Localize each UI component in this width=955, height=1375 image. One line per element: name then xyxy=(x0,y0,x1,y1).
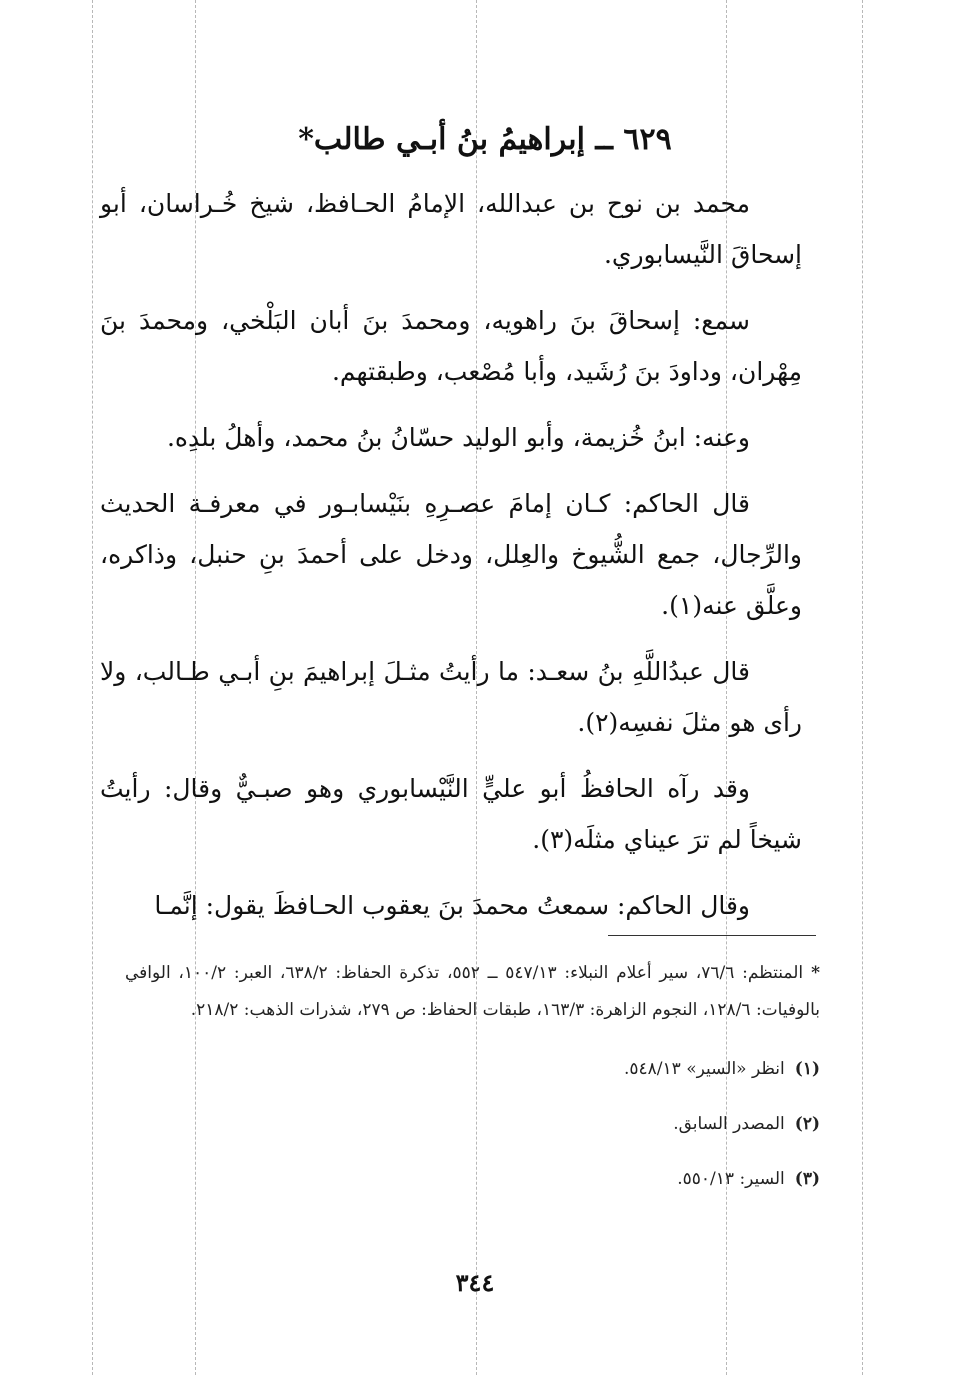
footnote-2 xyxy=(125,1109,820,1139)
scan-guide-line-right xyxy=(862,0,863,1375)
paragraph-teachers: سمع: إسحاقَ بنَ راهويه، ومحمدَ بنَ أبان البَلْخي، ومحمدَ بنَ مِهْران، وداودَ بنَ رُشَيد، وأبا مُصْعب، وطبقتهم. xyxy=(100,306,802,386)
footnote-3 xyxy=(125,1164,820,1194)
page-number: ٣٤٤ xyxy=(455,1268,495,1297)
footnote-star-marker: * xyxy=(811,963,820,983)
footnote-1-text: انظر «السير» ٥٤٨/١٣. xyxy=(624,1059,785,1079)
footnote-separator xyxy=(608,935,816,936)
footnote-1 xyxy=(125,1054,820,1084)
entry-title: ٦٢٩ ــ إبراهيمُ بنُ أبـي طالب* xyxy=(298,122,672,157)
paragraph-abu-ali-quote: وقد رآه الحافظُ أبو عليٍّ النَّيْسابوري وهو صبـيٌّ وقال: رأيتُ شيخاً لم ترَ عيناي مثلَه(٣). xyxy=(100,774,802,854)
paragraph-abdullah-quote: قال عبدُاللَّهِ بنُ سعـد: ما رأيتُ مثـلَ إبراهيمَ بنِ أبـي طـالب، ولا رأى هو مثلَ نفسِه(٢). xyxy=(100,657,802,737)
footnote-sources-text: المنتظم: ٧٦/٦، سير أعلام النبلاء: ٥٤٧/١٣ ــ ٥٥٢، تذكرة الحفاظ: ٦٣٨/٢، العبر: ١٠٠/٢، الوافي بالوفيات: ١٢٨/٦، النجوم الزاهرة: ١٦٣/٣، طبقات الحفاظ: ص ٢٧٩، شذرات الذهب: ٢١٨/٢. xyxy=(125,963,820,1020)
paragraph-hakim-quote: قال الحاكم: كـان إمامَ عصـرِهِ بنَيْسابـور في معرفـة الحديث والرِّجال، جمع الشُّيوخ والعِلل، ودخل على أحمدَ بنِ حنبل، وذاكره، وعلَّق عنه(١). xyxy=(100,489,802,620)
paragraph-students: وعنه: ابنُ خُزيمة، وأبو الوليد حسّانُ بنُ محمد، وأهلُ بلدِه. xyxy=(166,423,750,452)
paragraph-lineage: محمد بن نوح بن عبدالله، الإمامُ الحـافظ، شيخ خُـراسان، أبو إسحاقَ النَّيسابوري. xyxy=(100,189,802,269)
footnote-1-number: (١) xyxy=(794,1059,820,1079)
footnote-2-number: (٢) xyxy=(794,1114,820,1134)
footnote-3-number: (٣) xyxy=(794,1169,820,1189)
footnotes xyxy=(125,955,820,1194)
footnote-3-text: السير: ٥٥٠/١٣. xyxy=(677,1169,785,1189)
paragraph-hakim-continued: وقال الحاكم: سمعتُ محمدَ بنَ يعقوب الحـافظَ يقول: إنَّمـا xyxy=(154,891,750,920)
scan-guide-line-left xyxy=(92,0,93,1375)
footnote-2-text: المصدر السابق. xyxy=(673,1114,785,1134)
page-body xyxy=(100,118,830,946)
footnote-sources xyxy=(125,955,820,1029)
